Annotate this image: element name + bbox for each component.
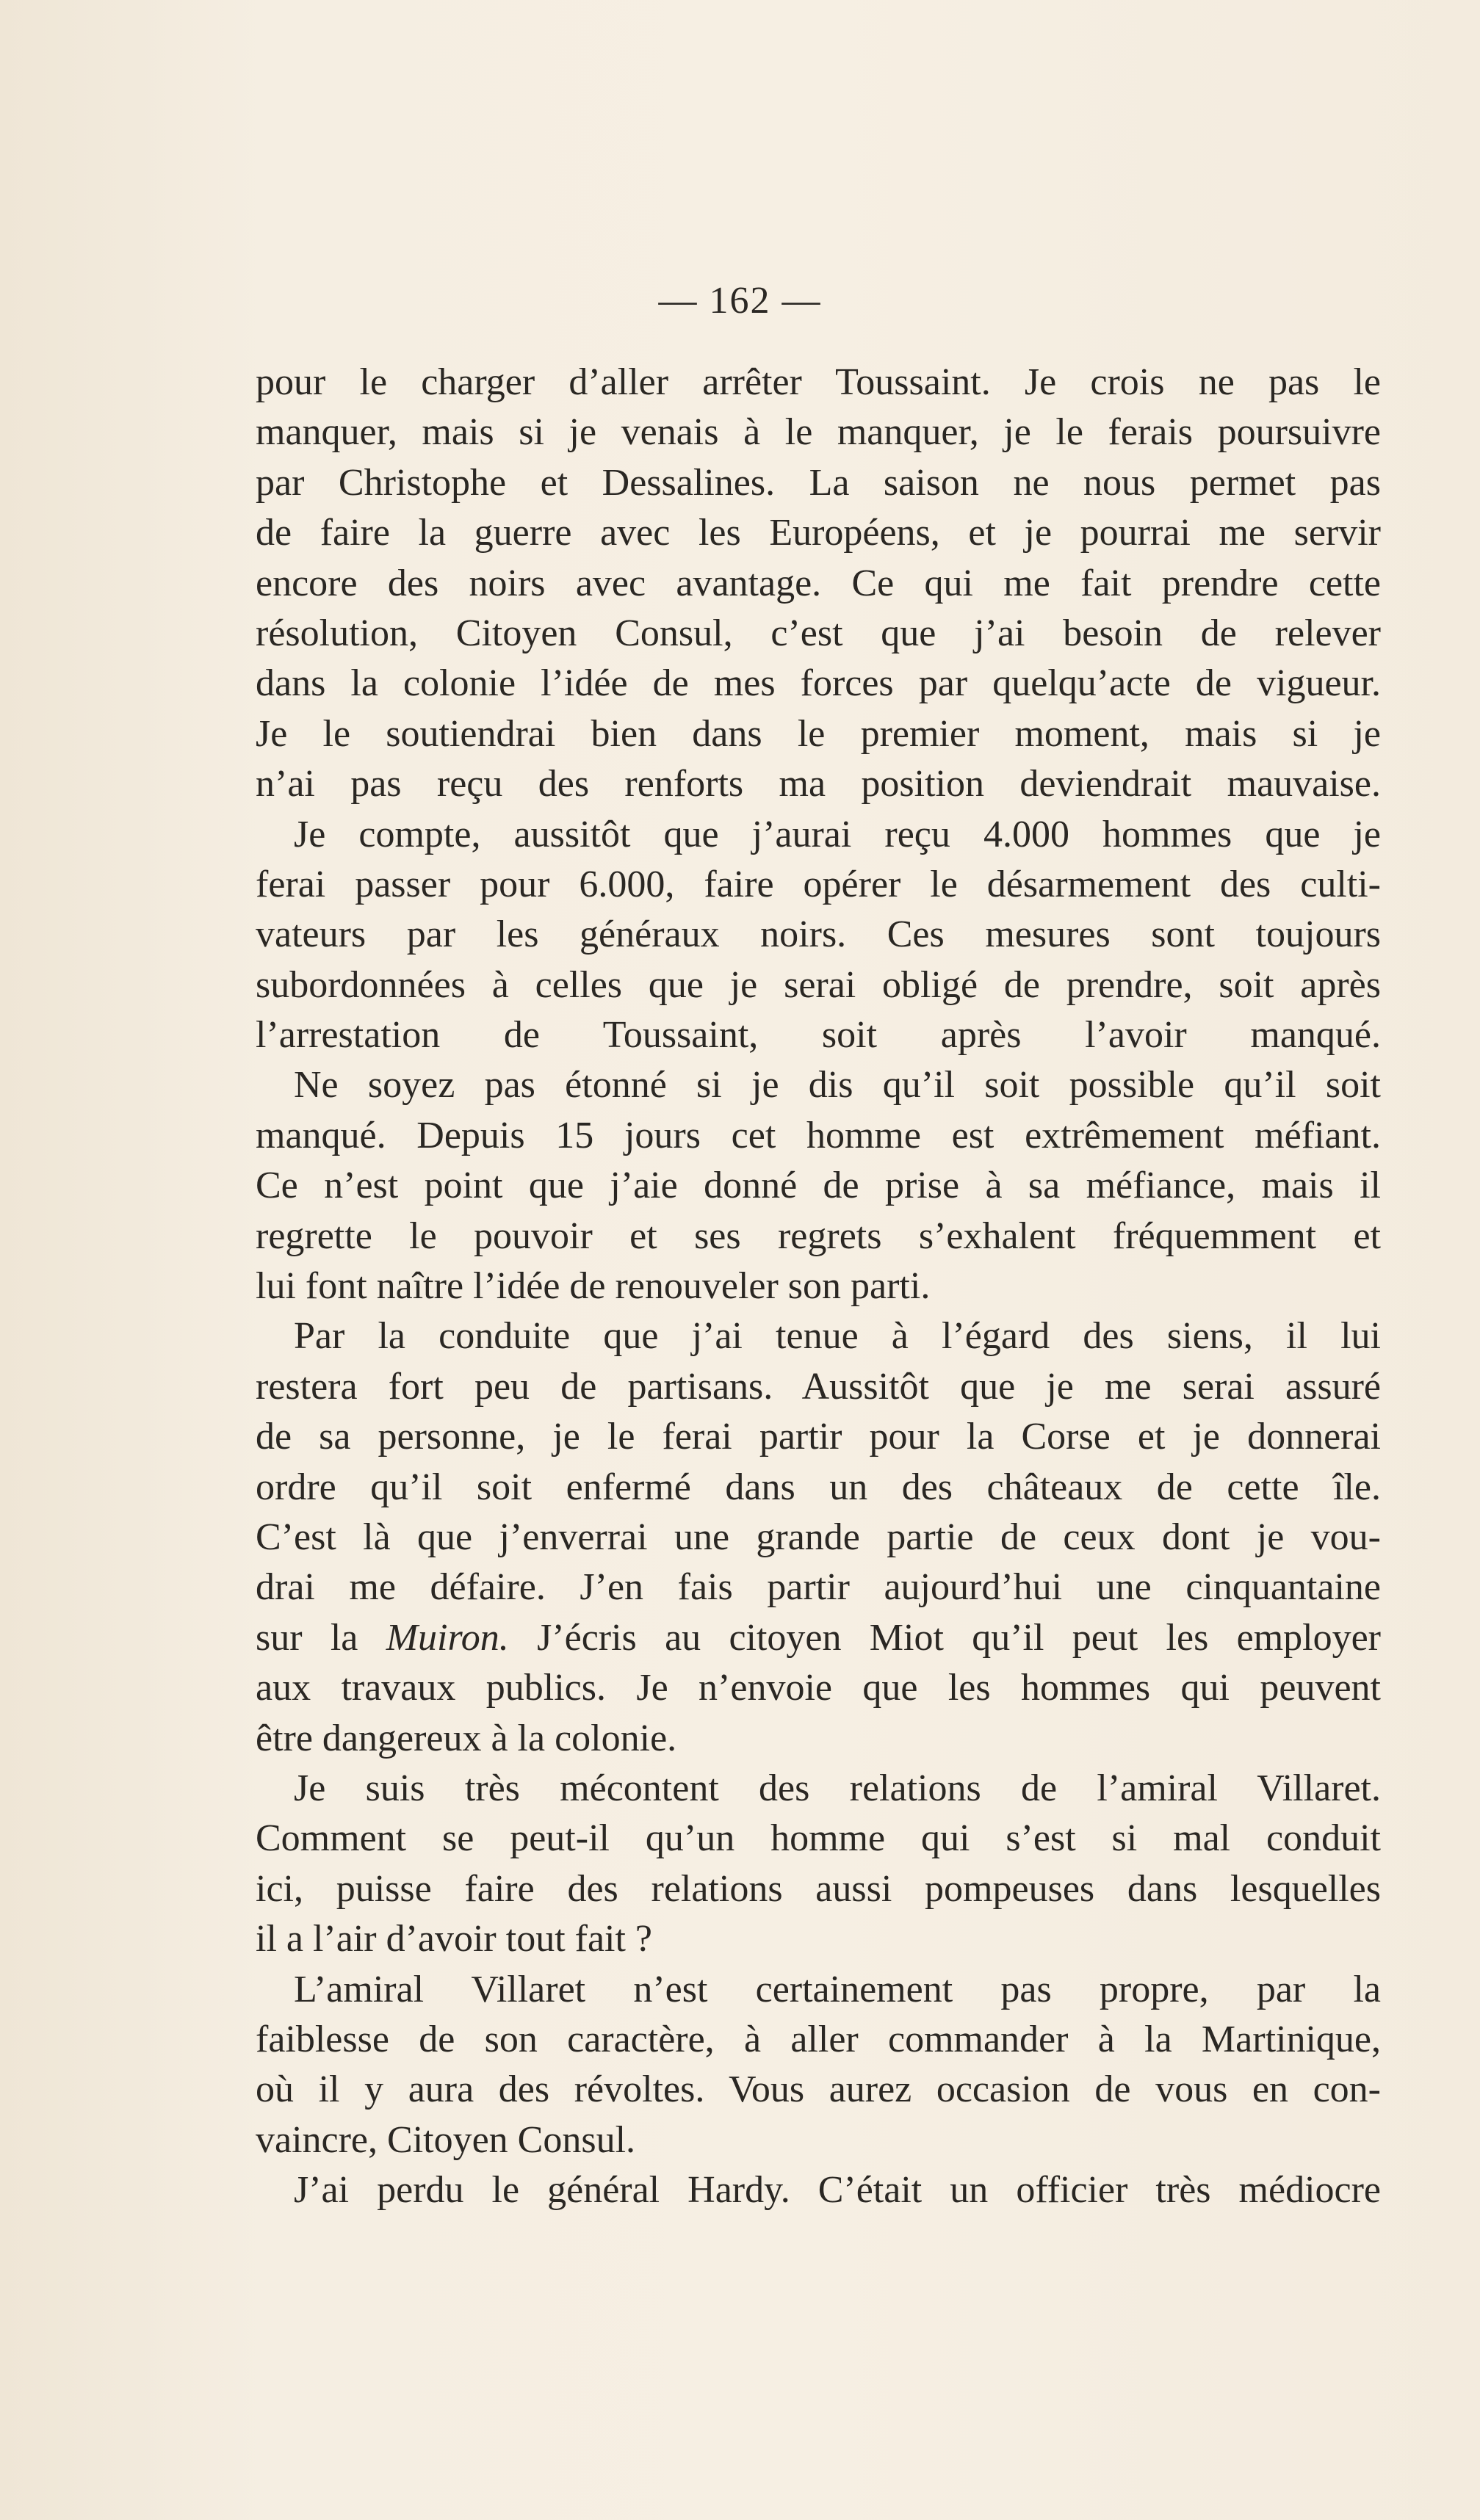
text-line: faiblesse de son caractère, à aller commander à la Martinique, <box>256 2018 1381 2060</box>
text-line: ici, puisse faire des relations aussi pompeuses dans lesquelles <box>256 1867 1381 1910</box>
text-line: encore des noirs avec avantage. Ce qui me fait prendre cette <box>256 562 1381 604</box>
text-line: où il y aura des révoltes. Vous aurez occasion de vous en con- <box>256 2068 1381 2111</box>
text-line: manquer, mais si je venais à le manquer, je le ferais poursuivre <box>256 411 1381 454</box>
text-line: manqué. Depuis 15 jours cet homme est extrêmement méfiant. <box>256 1114 1381 1156</box>
body-text <box>256 358 1381 2215</box>
text-run: sur la <box>256 1616 386 1659</box>
text-line: aux travaux publics. Je n’envoie que les hommes qui peuvent <box>256 1667 1381 1709</box>
text-line: Je compte, aussitôt que j’aurai reçu 4.000 hommes que je <box>294 813 1381 855</box>
text-line: subordonnées à celles que je serai obligé de prendre, soit après <box>256 963 1381 1006</box>
text-line: Comment se peut-il qu’un homme qui s’est si mal conduit <box>256 1817 1381 1860</box>
text-line: Ce n’est point que j’aie donné de prise à sa méfiance, mais il <box>256 1165 1381 1207</box>
text-line: résolution, Citoyen Consul, c’est que j’ai besoin de relever <box>256 612 1381 654</box>
text-line: C’est là que j’enverrai une grande partie de ceux dont je vou- <box>256 1516 1381 1558</box>
text-line: vaincre, Citoyen Consul. <box>256 2118 636 2161</box>
text-line: par Christophe et Dessalines. La saison ne nous permet pas <box>256 461 1381 504</box>
text-line: il a l’air d’avoir tout fait ? <box>256 1918 653 1960</box>
text-line: dans la colonie l’idée de mes forces par quelqu’acte de vigueur. <box>256 662 1381 705</box>
text-line: vateurs par les généraux noirs. Ces mesures sont toujours <box>256 913 1381 956</box>
text-line: pour le charger d’aller arrêter Toussaint. Je crois ne pas le <box>256 361 1381 403</box>
text-run: J’écris au citoyen Miot qu’il peut les employer <box>508 1616 1381 1659</box>
text-line: ferai passer pour 6.000, faire opérer le désarmement des culti- <box>256 863 1381 905</box>
text-line: lui font naître l’idée de renouveler son parti. <box>256 1265 931 1308</box>
text-line: de sa personne, je le ferai partir pour la Corse et je donnerai <box>256 1416 1381 1458</box>
text-line: Par la conduite que j’ai tenue à l’égard des siens, il lui <box>294 1315 1381 1358</box>
text-line: n’ai pas reçu des renforts ma position deviendrait mauvaise. <box>256 763 1381 805</box>
text-line: J’ai perdu le général Hardy. C’était un officier très médiocre <box>294 2169 1381 2212</box>
text-line: l’arrestation de Toussaint, soit après l’avoir manqué. <box>256 1014 1381 1057</box>
ship-name-italic: Muiron. <box>386 1616 509 1659</box>
text-line: Je le soutiendrai bien dans le premier moment, mais si je <box>256 712 1381 755</box>
text-line: drai me défaire. J’en fais partir aujourd’hui une cinquantaine <box>256 1566 1381 1609</box>
text-line: Je suis très mécontent des relations de l’amiral Villaret. <box>294 1767 1381 1809</box>
text-line: regrette le pouvoir et ses regrets s’exhalent fréquemment et <box>256 1214 1381 1257</box>
text-line: de faire la guerre avec les Européens, et je pourrai me servir <box>256 512 1381 554</box>
text-line: être dangereux à la colonie. <box>256 1717 677 1759</box>
text-line: L’amiral Villaret n’est certainement pas propre, par la <box>294 1968 1381 2010</box>
text-line: ordre qu’il soit enfermé dans un des châteaux de cette île. <box>256 1466 1381 1508</box>
text-line: Ne soyez pas étonné si je dis qu’il soit possible qu’il soit <box>294 1064 1381 1107</box>
text-line-mixed <box>256 1613 1381 1663</box>
text-line: restera fort peu de partisans. Aussitôt que je me serai assuré <box>256 1365 1381 1408</box>
page-number: — 162 — <box>658 280 822 322</box>
